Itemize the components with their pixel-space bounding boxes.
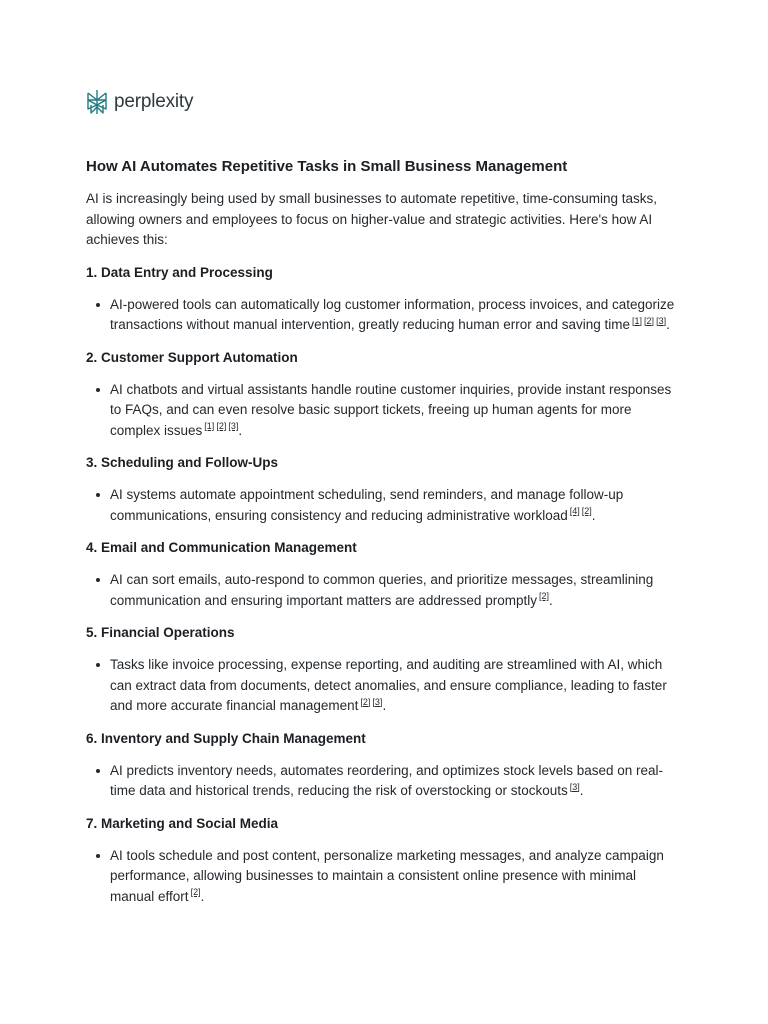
bullet-item: AI systems automate appointment scheduling, send reminders, and manage follow-up communications, ensuring consistency and reducing administrative workload [4] [2]. bbox=[110, 485, 682, 526]
citation-link[interactable]: [3] bbox=[569, 781, 580, 792]
citation-link[interactable]: [3] bbox=[656, 315, 667, 326]
bullet-text: AI-powered tools can automatically log customer information, process invoices, and categorize transactions without manual intervention, greatly reducing human error and saving time bbox=[110, 296, 675, 332]
section-heading: 4. Email and Communication Management bbox=[86, 540, 357, 555]
bullet-item: AI chatbots and virtual assistants handle routine customer inquiries, provide instant responses to FAQs, and can even resolve basic support tickets, freeing up human agents for more complex issues [1] [2] [3]. bbox=[110, 380, 682, 442]
section-heading: 7. Marketing and Social Media bbox=[86, 815, 279, 831]
citation-link[interactable]: [2] bbox=[360, 696, 371, 707]
bullet-list bbox=[86, 846, 682, 908]
bullet-text: AI predicts inventory needs, automates reordering, and optimizes stock levels based on real-time data and historical trends, reducing the risk of overstocking or stockouts bbox=[110, 762, 664, 798]
citation-link[interactable]: [2] bbox=[581, 506, 592, 516]
section-6 bbox=[86, 729, 682, 802]
bullet-text: Tasks like invoice processing, expense reporting, and auditing are streamlined with AI, which can extract data from documents, detect anomalies, and ensure compliance, leading to faster and more accurate financial management bbox=[110, 657, 667, 713]
bullet-item: AI-powered tools can automatically log customer information, process invoices, and categorize transactions without manual intervention, greatly reducing human error and saving time [1] [2] [3]. bbox=[110, 295, 682, 336]
section-4 bbox=[86, 538, 682, 611]
intro-paragraph: AI is increasingly being used by small businesses to automate repetitive, time-consuming tasks, allowing owners and employees to focus on higher-value and strategic activities. Here's how AI achieves this: bbox=[86, 191, 658, 247]
citation-link[interactable]: [1] bbox=[204, 421, 215, 431]
bullet-item: AI tools schedule and post content, personalize marketing messages, and analyze campaign performance, allowing businesses to maintain a consistent online presence with minimal manual effort [2]. bbox=[110, 846, 682, 908]
perplexity-logo bbox=[86, 88, 682, 116]
bullet-item: AI can sort emails, auto-respond to common queries, and prioritize messages, streamlining communication and ensuring important matters are addressed promptly [2]. bbox=[110, 570, 682, 611]
section-2 bbox=[86, 348, 682, 442]
bullet-list bbox=[86, 295, 682, 336]
bullet-text: AI tools schedule and post content, personalize marketing messages, and analyze campaign performance, allowing businesses to maintain a consistent online presence with minimal manual effort bbox=[110, 847, 664, 904]
section-1 bbox=[86, 263, 682, 336]
citation-link[interactable]: [2] bbox=[190, 887, 201, 897]
bullet-list bbox=[86, 380, 682, 442]
document-title: How AI Automates Repetitive Tasks in Small Business Management bbox=[86, 158, 568, 175]
bullet-list bbox=[86, 570, 682, 611]
citation-link[interactable]: [2] bbox=[538, 591, 549, 601]
section-heading: 5. Financial Operations bbox=[86, 625, 235, 640]
section-3 bbox=[86, 453, 682, 526]
section-heading: 3. Scheduling and Follow-Ups bbox=[86, 455, 279, 470]
section-7 bbox=[86, 814, 682, 908]
sections-container bbox=[86, 263, 682, 908]
bullet-item: AI predicts inventory needs, automates reordering, and optimizes stock levels based on real-time data and historical trends, reducing the risk of overstocking or stockouts [3]. bbox=[110, 761, 682, 802]
bullet-list bbox=[86, 655, 682, 717]
perplexity-logo-icon bbox=[86, 89, 108, 115]
section-heading: 2. Customer Support Automation bbox=[86, 349, 298, 365]
citation-link[interactable]: [2] bbox=[644, 315, 655, 326]
citation-link[interactable]: [2] bbox=[216, 421, 227, 431]
citation-link[interactable]: [4] bbox=[569, 506, 580, 516]
bullet-text: AI systems automate appointment scheduling, send reminders, and manage follow-up communications, ensuring consistency and reducing administrative workload bbox=[110, 487, 624, 523]
section-heading: 1. Data Entry and Processing bbox=[86, 264, 273, 280]
bullet-item: Tasks like invoice processing, expense reporting, and auditing are streamlined with AI, which can extract data from documents, detect anomalies, and ensure compliance, leading to faster and more accurate financial management [2] [3]. bbox=[110, 655, 682, 717]
bullet-text: AI can sort emails, auto-respond to common queries, and prioritize messages, streamlining communication and ensuring important matters are addressed promptly bbox=[110, 572, 654, 608]
bullet-list bbox=[86, 485, 682, 526]
bullet-text: AI chatbots and virtual assistants handle routine customer inquiries, provide instant responses to FAQs, and can even resolve basic support tickets, freeing up human agents for more complex issues bbox=[110, 381, 672, 438]
citation-link[interactable]: [3] bbox=[372, 696, 383, 707]
citation-link[interactable]: [3] bbox=[228, 421, 239, 431]
section-5 bbox=[86, 623, 682, 717]
section-heading: 6. Inventory and Supply Chain Management bbox=[86, 730, 366, 746]
logo-text: perplexity bbox=[114, 91, 194, 112]
citation-link[interactable]: [1] bbox=[632, 315, 643, 326]
bullet-list bbox=[86, 761, 682, 802]
